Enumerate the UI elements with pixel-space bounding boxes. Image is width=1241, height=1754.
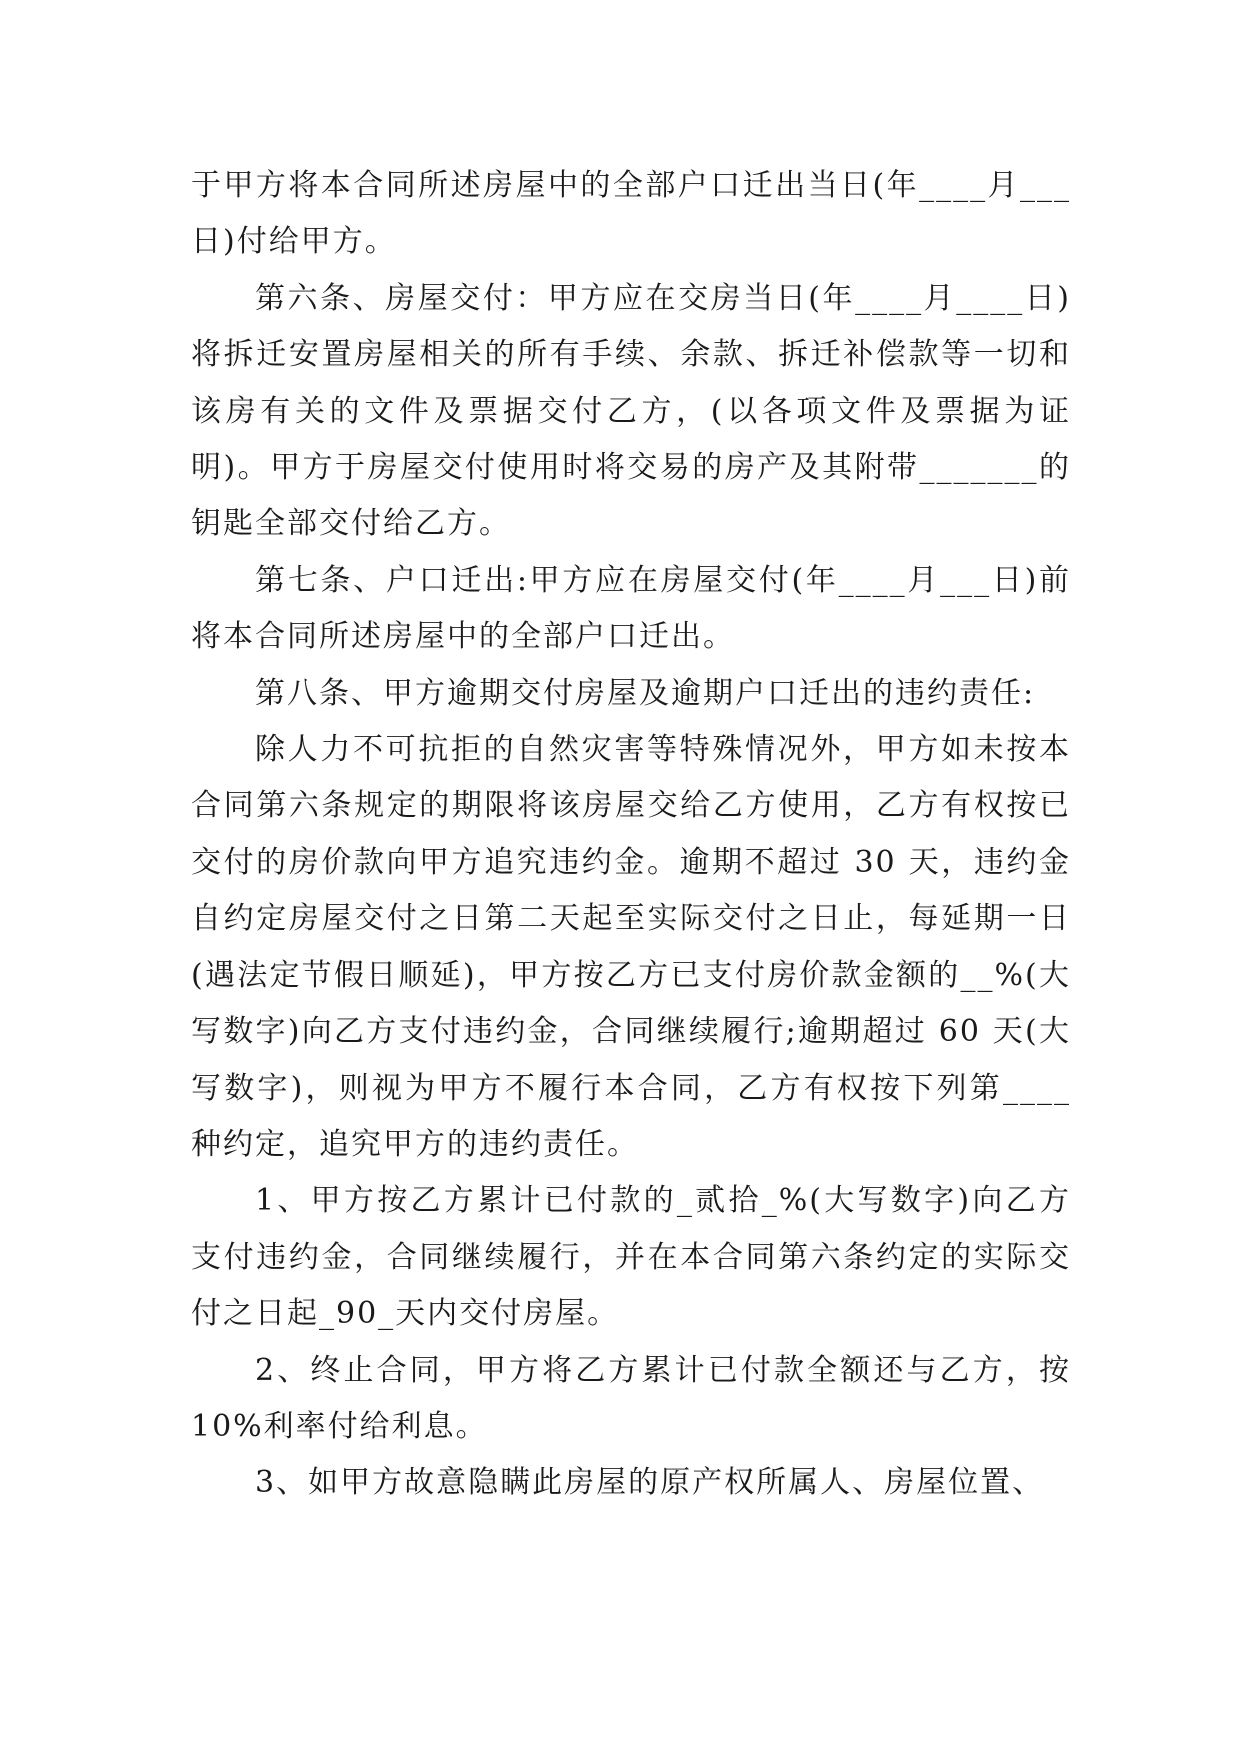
paragraph-option-3: 3、如甲方故意隐瞒此房屋的原产权所属人、房屋位置、 [255,1465,1045,1501]
contract-body [191,158,1071,1512]
paragraph-article-8-heading: 第八条、甲方逾期交付房屋及逾期户口迁出的违约责任: [255,675,1036,711]
paragraph-article-8-body: 除人力不可抗拒的自然灾害等特殊情况外，甲方如未按本合同第六条规定的期限将该房屋交给乙方使用，乙方有权按已交付的房价款向甲方追究违约金。逾期不超过 30 天，违约金自约定房屋交付之日第二天起至实际交付之日止，每延期一日(遇法定节假日顺延)，甲方按乙方已支付房价款金额的__%(大写数字)向乙方支付违约金，合同继续履行;逾期超过 60 天(大写数字)，则视为甲方不履行本合同，乙方有权按下列第____种约定，追究甲方的违约责任。 [191,732,1071,1162]
paragraph-option-1: 1、甲方按乙方累计已付款的_贰拾_%(大写数字)向乙方支付违约金，合同继续履行，并在本合同第六条约定的实际交付之日起_90_天内交付房屋。 [191,1183,1071,1332]
paragraph-payment-continuation: 于甲方将本合同所述房屋中的全部户口迁出当日(年____月___日)付给甲方。 [191,168,1071,260]
paragraph-article-7-household-registration: 第七条、户口迁出:甲方应在房屋交付(年____月___日)前将本合同所述房屋中的全部户口迁出。 [191,562,1071,655]
paragraph-article-6-delivery: 第六条、房屋交付：甲方应在交房当日(年____月____日)将拆迁安置房屋相关的所有手续、余款、拆迁补偿款等一切和该房有关的文件及票据交付乙方，(以各项文件及票据为证明)。甲方于房屋交付使用时将交易的房产及其附带_______的钥匙全部交付给乙方。 [191,280,1071,542]
paragraph-option-2: 2、终止合同，甲方将乙方累计已付款全额还与乙方，按 10%利率付给利息。 [191,1352,1071,1444]
